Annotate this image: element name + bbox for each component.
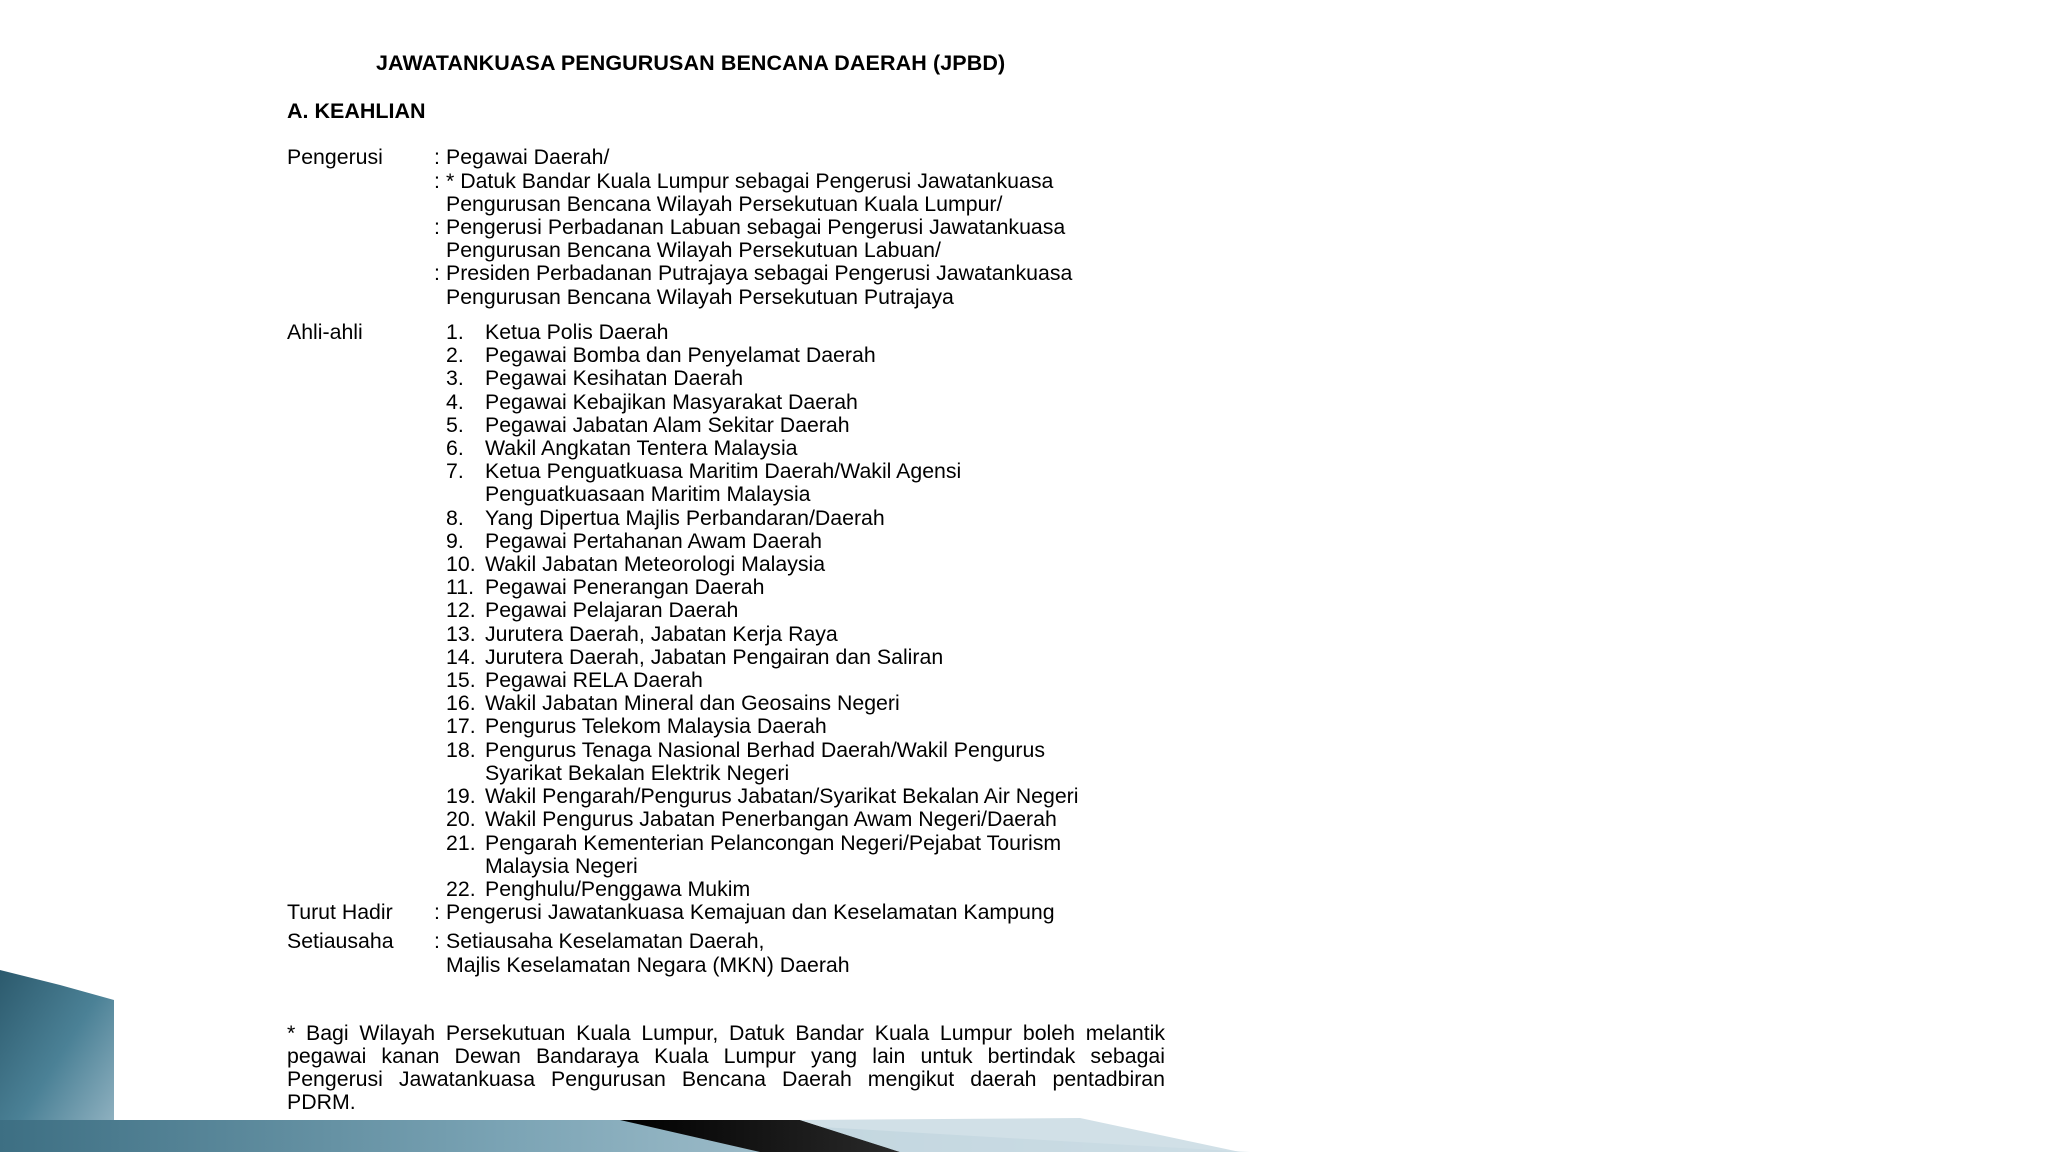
- turut-hadir-label: Turut Hadir: [287, 900, 393, 925]
- member-number: 11.: [446, 575, 475, 600]
- member-number: 9.: [446, 528, 464, 553]
- pengerusi-entries: [434, 146, 1165, 308]
- document-title: JAWATANKUASA PENGURUSAN BENCANA DAERAH (JPBD): [376, 51, 1006, 75]
- member-number: 14.: [446, 644, 476, 669]
- member-item: [446, 344, 1165, 367]
- member-text: Pegawai RELA Daerah: [485, 668, 703, 693]
- member-number: 22.: [446, 876, 476, 901]
- member-item: [446, 367, 1165, 390]
- member-item: [446, 878, 1165, 901]
- member-text: Syarikat Bekalan Elektrik Negeri: [485, 760, 790, 785]
- setiausaha-value: [446, 930, 1165, 976]
- turut-hadir-value: Pengerusi Jawatankuasa Kemajuan dan Keselamatan Kampung: [446, 900, 1055, 925]
- member-number: 1.: [446, 320, 464, 345]
- member-item: [446, 646, 1165, 669]
- member-item: [446, 739, 1165, 785]
- footnote: * Bagi Wilayah Persekutuan Kuala Lumpur, Datuk Bandar Kuala Lumpur boleh melantik pegawai kanan Dewan Bandaraya Kuala Lumpur yang lain untuk bertindak sebagai Pengerusi Jawatankuasa Pengurusan Bencana Daerah mengikut daerah pentadbiran PDRM.: [287, 1020, 1165, 1115]
- member-list: [446, 321, 1165, 901]
- member-item: [446, 715, 1165, 738]
- member-text: Yang Dipertua Majlis Perbandaran/Daerah: [485, 505, 885, 530]
- member-number: 13.: [446, 621, 476, 646]
- member-text: Wakil Pengarah/Pengurus Jabatan/Syarikat Bekalan Air Negeri: [485, 784, 1079, 809]
- member-text: Ketua Polis Daerah: [485, 320, 669, 345]
- pengerusi-entry: : Presiden Perbadanan Putrajaya sebagai Pengerusi Jawatankuasa Pengurusan Bencana Wilayah Persekutuan Putrajaya: [434, 261, 1073, 309]
- member-item: [446, 460, 1165, 506]
- member-text: Pengurus Telekom Malaysia Daerah: [485, 714, 827, 739]
- member-text: Pegawai Pelajaran Daerah: [485, 598, 739, 623]
- member-item: [446, 437, 1165, 460]
- member-item: [446, 623, 1165, 646]
- member-number: 20.: [446, 807, 476, 832]
- member-item: [446, 785, 1165, 808]
- member-number: 5.: [446, 412, 464, 437]
- entry-line: Pengerusi Perbadanan Labuan sebagai Pengerusi Jawatankuasa: [446, 215, 1066, 240]
- member-item: [446, 391, 1165, 414]
- member-text: Penghulu/Penggawa Mukim: [485, 876, 751, 901]
- entry-line: Pengurusan Bencana Wilayah Persekutuan Labuan/: [446, 238, 941, 263]
- member-number: 19.: [446, 784, 476, 809]
- member-text: Pengarah Kementerian Pelancongan Negeri/Pejabat Tourism: [485, 830, 1062, 855]
- member-number: 12.: [446, 598, 476, 623]
- member-text: Wakil Angkatan Tentera Malaysia: [485, 436, 798, 461]
- pengerusi-entry: : * Datuk Bandar Kuala Lumpur sebagai Pengerusi Jawatankuasa Pengurusan Bencana Wilayah Persekutuan Kuala Lumpur/: [434, 168, 1054, 216]
- member-text: Pegawai Pertahanan Awam Daerah: [485, 528, 823, 553]
- member-text: Ketua Penguatkuasa Maritim Daerah/Wakil Agensi: [485, 459, 962, 484]
- pengerusi-entry: : Pegawai Daerah/: [434, 145, 610, 170]
- section-heading: A. KEAHLIAN: [287, 99, 426, 124]
- member-number: 3.: [446, 366, 464, 391]
- member-number: 4.: [446, 389, 464, 414]
- entry-line: Pengurusan Bencana Wilayah Persekutuan Putrajaya: [446, 284, 954, 309]
- member-text: Wakil Jabatan Mineral dan Geosains Negeri: [485, 691, 900, 716]
- entry-line: Pegawai Daerah/: [446, 145, 610, 170]
- member-number: 16.: [446, 691, 476, 716]
- member-number: 8.: [446, 505, 464, 530]
- member-text: Pegawai Penerangan Daerah: [485, 575, 765, 600]
- member-text: Malaysia Negeri: [485, 853, 638, 878]
- entry-line: Pengurusan Bencana Wilayah Persekutuan Kuala Lumpur/: [446, 191, 1003, 216]
- member-number: 15.: [446, 668, 476, 693]
- member-item: [446, 808, 1165, 831]
- member-item: [446, 553, 1165, 576]
- member-item: [446, 599, 1165, 622]
- member-text: Pegawai Kebajikan Masyarakat Daerah: [485, 389, 858, 414]
- member-item: [446, 507, 1165, 530]
- ahli-label: Ahli-ahli: [287, 319, 363, 344]
- setiausaha-label: Setiausaha: [287, 929, 394, 954]
- member-number: 10.: [446, 552, 476, 577]
- member-item: [446, 669, 1165, 692]
- member-text: Wakil Pengurus Jabatan Penerbangan Awam Negeri/Daerah: [485, 807, 1057, 832]
- member-number: 18.: [446, 737, 476, 762]
- member-text: Jurutera Daerah, Jabatan Kerja Raya: [485, 621, 838, 646]
- member-item: [446, 414, 1165, 437]
- entry-line: Presiden Perbadanan Putrajaya sebagai Pengerusi Jawatankuasa: [446, 261, 1073, 286]
- member-text: Penguatkuasaan Maritim Malaysia: [485, 482, 811, 507]
- setiausaha-line: Majlis Keselamatan Negara (MKN) Daerah: [446, 952, 850, 977]
- document-page: [287, 52, 1165, 1115]
- member-item: [446, 692, 1165, 715]
- member-item: [446, 321, 1165, 344]
- member-text: Jurutera Daerah, Jabatan Pengairan dan Saliran: [485, 644, 944, 669]
- member-text: Pegawai Jabatan Alam Sekitar Daerah: [485, 412, 850, 437]
- member-text: Wakil Jabatan Meteorologi Malaysia: [485, 552, 826, 577]
- member-number: 6.: [446, 436, 464, 461]
- member-text: Pengurus Tenaga Nasional Berhad Daerah/Wakil Pengurus: [485, 737, 1045, 762]
- member-item: [446, 530, 1165, 553]
- turut-hadir-row: Turut Hadir : Pengerusi Jawatankuasa Kemajuan dan Keselamatan Kampung: [287, 901, 1165, 924]
- member-text: Pegawai Bomba dan Penyelamat Daerah: [485, 343, 876, 368]
- ahli-block: [287, 321, 1165, 901]
- member-number: 7.: [446, 459, 464, 484]
- pengerusi-label: Pengerusi: [287, 145, 383, 170]
- member-item: [446, 832, 1165, 878]
- member-number: 17.: [446, 714, 476, 739]
- member-number: 21.: [446, 830, 476, 855]
- member-text: Pegawai Kesihatan Daerah: [485, 366, 744, 391]
- pengerusi-entry: : Pengerusi Perbadanan Labuan sebagai Pengerusi Jawatankuasa Pengurusan Bencana Wilayah Persekutuan Labuan/: [434, 215, 1066, 263]
- pengerusi-block: [287, 146, 1165, 308]
- member-number: 2.: [446, 343, 464, 368]
- setiausaha-line: Setiausaha Keselamatan Daerah,: [446, 929, 765, 954]
- entry-line: * Datuk Bandar Kuala Lumpur sebagai Pengerusi Jawatankuasa: [446, 168, 1054, 193]
- setiausaha-row: Setiausaha : Setiausaha Keselamatan Daerah, Majlis Keselamatan Negara (MKN) Daerah: [287, 930, 1165, 976]
- member-item: [446, 576, 1165, 599]
